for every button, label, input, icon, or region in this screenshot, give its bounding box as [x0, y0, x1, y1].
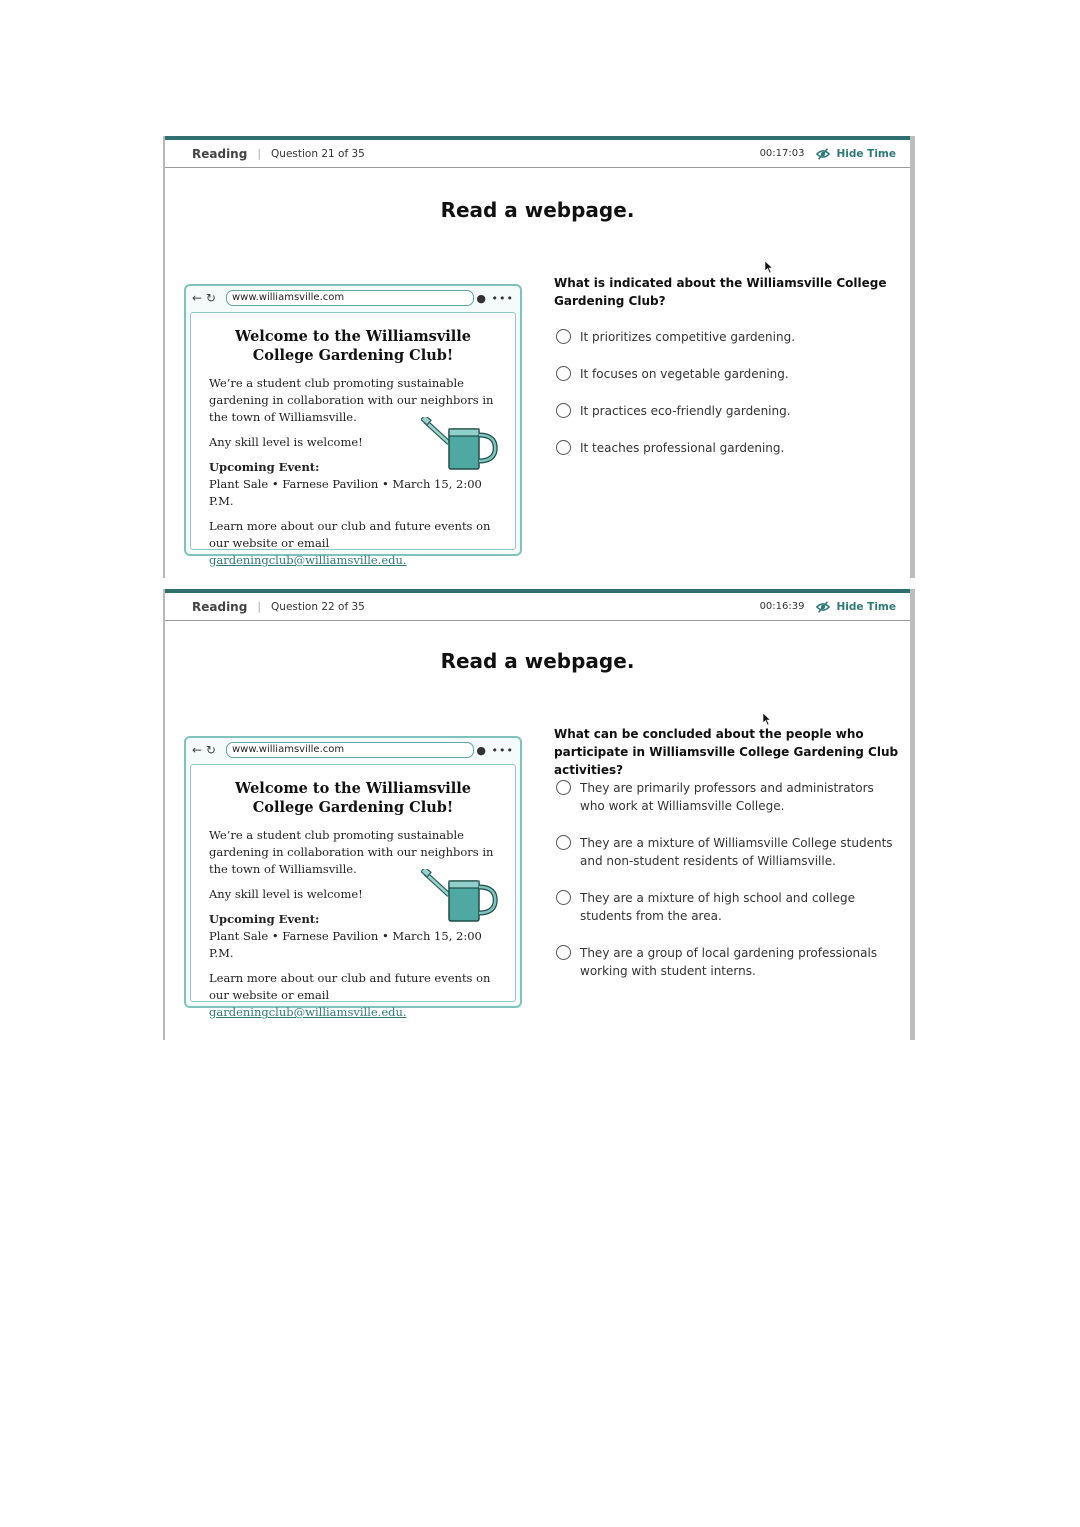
header-divider: | — [257, 147, 262, 160]
radio-button[interactable] — [556, 890, 571, 905]
answer-option[interactable] — [554, 834, 899, 870]
mouse-cursor-icon — [762, 712, 772, 726]
radio-button[interactable] — [556, 403, 571, 418]
webpage-heading: Welcome to the Williamsville College Gardening Club! — [234, 780, 472, 816]
radio-button[interactable] — [556, 440, 571, 455]
answer-option[interactable] — [554, 779, 899, 815]
test-header — [165, 593, 910, 621]
page-title: Read a webpage. — [440, 649, 635, 673]
section-label: Reading — [192, 146, 248, 161]
browser-mock — [184, 284, 522, 567]
answer-option[interactable] — [554, 439, 899, 457]
eye-slash-icon[interactable] — [816, 147, 830, 161]
option-text: They are a mixture of high school and college students from the area. — [580, 891, 855, 923]
nav-controls — [192, 743, 226, 757]
back-arrow-icon: ← — [192, 291, 203, 305]
option-text: It prioritizes competitive gardening. — [580, 330, 796, 344]
question-counter: Question 22 of 35 — [271, 600, 365, 613]
option-text: They are a group of local gardening professionals working with student interns. — [580, 946, 878, 978]
answer-options — [554, 779, 899, 980]
watering-can-icon — [421, 417, 501, 473]
option-text: They are a mixture of Williamsville College students and non-student residents of Williamsville. — [580, 836, 893, 868]
email-link: gardeningclub@williamsville.edu. — [209, 1005, 407, 1019]
hide-time-button[interactable]: Hide Time — [836, 600, 896, 613]
question-counter: Question 21 of 35 — [271, 147, 365, 160]
section-label: Reading — [192, 599, 248, 614]
eye-slash-icon[interactable] — [816, 600, 830, 614]
answer-options — [554, 328, 899, 457]
timer: 00:16:39 — [759, 601, 805, 612]
browser-mock — [184, 736, 522, 1019]
learn-text: Learn more about our club and future events on our website or email gardeningclub@williamsville.edu. — [209, 519, 491, 567]
test-screen-q21 — [163, 136, 915, 578]
question-text: What can be concluded about the people who participate in Williamsville College Gardening Club activities? — [554, 727, 899, 777]
refresh-icon: ↻ — [205, 743, 216, 757]
option-text: They are primarily professors and administrators who work at Williamsville College. — [580, 781, 874, 813]
answer-option[interactable] — [554, 889, 899, 925]
back-arrow-icon: ← — [192, 743, 203, 757]
test-screen-q22 — [163, 589, 915, 1040]
browser-bar — [186, 286, 520, 310]
webpage-content — [190, 764, 516, 1019]
answer-option[interactable] — [554, 328, 899, 346]
user-icon: ● — [476, 291, 488, 305]
nav-controls — [192, 291, 226, 305]
option-text: It focuses on vegetable gardening. — [580, 367, 789, 381]
page-title: Read a webpage. — [440, 198, 635, 222]
radio-button[interactable] — [556, 366, 571, 381]
event-label: Upcoming Event: — [209, 912, 320, 926]
radio-button[interactable] — [556, 945, 571, 960]
intro-text: We’re a student club promoting sustainable gardening in collaboration with our neighbors in the town of Williamsville. — [209, 828, 494, 876]
answer-option[interactable] — [554, 365, 899, 383]
timer: 00:17:03 — [759, 148, 805, 159]
intro-text: We’re a student club promoting sustainable gardening in collaboration with our neighbors in the town of Williamsville. — [209, 376, 494, 424]
option-text: It practices eco-friendly gardening. — [580, 404, 791, 418]
event-text: Plant Sale • Farnese Pavilion • March 15, 2:00 P.M. — [209, 477, 482, 508]
radio-button[interactable] — [556, 780, 571, 795]
answer-option[interactable] — [554, 944, 899, 980]
browser-actions — [474, 744, 514, 757]
more-icon: ••• — [491, 743, 514, 757]
user-icon: ● — [476, 743, 488, 757]
hide-time-button[interactable]: Hide Time — [836, 147, 896, 160]
test-header — [165, 140, 910, 168]
skill-text: Any skill level is welcome! — [209, 435, 363, 449]
refresh-icon: ↻ — [205, 291, 216, 305]
question-text: What is indicated about the Williamsville College Gardening Club? — [554, 276, 887, 308]
header-divider: | — [257, 600, 262, 613]
learn-text: Learn more about our club and future events on our website or email gardeningclub@williamsville.edu. — [209, 971, 491, 1019]
webpage-heading: Welcome to the Williamsville College Gardening Club! — [234, 328, 472, 364]
radio-button[interactable] — [556, 329, 571, 344]
browser-bar — [186, 738, 520, 762]
watering-can-icon — [421, 869, 501, 925]
answer-option[interactable] — [554, 402, 899, 420]
url-field: www.williamsville.com — [226, 742, 474, 758]
mouse-cursor-icon — [764, 260, 774, 274]
webpage-content — [190, 312, 516, 567]
event-label: Upcoming Event: — [209, 460, 320, 474]
radio-button[interactable] — [556, 835, 571, 850]
email-link: gardeningclub@williamsville.edu. — [209, 553, 407, 567]
skill-text: Any skill level is welcome! — [209, 887, 363, 901]
url-field: www.williamsville.com — [226, 290, 474, 306]
more-icon: ••• — [491, 291, 514, 305]
browser-actions — [474, 292, 514, 305]
option-text: It teaches professional gardening. — [580, 441, 785, 455]
event-text: Plant Sale • Farnese Pavilion • March 15, 2:00 P.M. — [209, 929, 482, 960]
